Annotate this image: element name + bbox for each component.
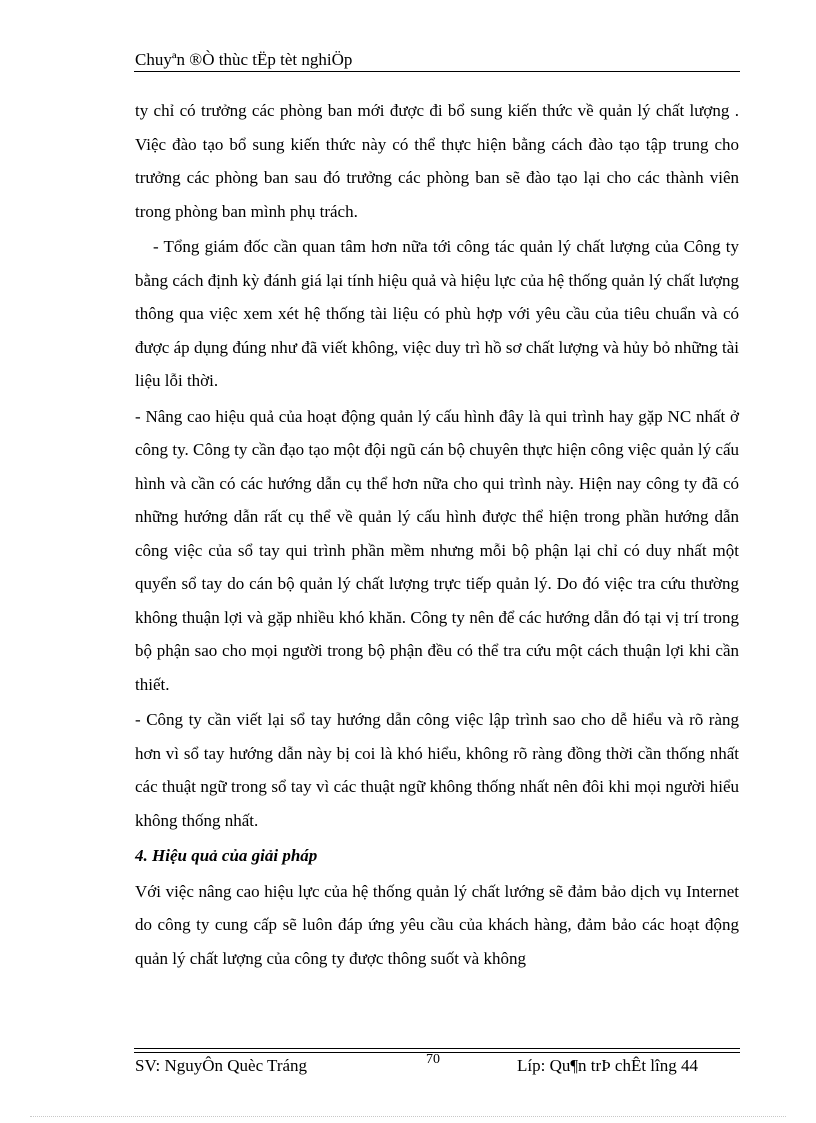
body-paragraph: - Nâng cao hiệu quả của hoạt động quản lý cấu hình đây là qui trình hay gặp NC nhất ở công ty. Công ty cần đạo tạo một đội ngũ cán bộ chuyên thực hiện công việc quản lý cấu hình và cần có các hướng dẫn cụ thể hơn nữa cho qui trình này. Hiện nay công ty đã có những hướng dẫn rất cụ thể về quản lý cấu hình được thể hiện trong phần hướng dẫn công việc của sổ tay qui trình phần mềm nhưng mỗi bộ phận lại chỉ có duy nhất một quyển sổ tay do cán bộ quản lý chất lượng trực tiếp quản lý. Do đó việc tra cứu thường không thuận lợi và gặp nhiều khó khăn. Công ty nên để các hướng dẫn đó tại vị trí trong bộ phận sao cho mọi người trong bộ phận đều có thể tra cứu một cách thuận lợi khi cần thiết. (135, 406, 739, 694)
body-paragraph: - Tổng giám đốc cần quan tâm hơn nữa tới công tác quản lý chất lượng của Công ty bằng cách định kỳ đánh giá lại tính hiệu quả và hiệu lực của hệ thống quản lý chất lượng thông qua việc xem xét hệ thống tài liệu có phù hợp với yêu cầu của tiêu chuẩn và có được áp dụng đúng như đã viết không, việc duy trì hồ sơ chất lượng và hủy bỏ những tài liệu lỗi thời. (135, 237, 739, 390)
body-paragraph: ty chỉ có trưởng các phòng ban mới được đi bổ sung kiến thức về quản lý chất lượng . Việc đào tạo bổ sung kiến thức này có thể thực hiện bằng cách đào tạo tập trung cho trưởng các phòng ban sau đó trưởng các phòng ban sẽ đào tạo lại cho các thành viên trong phòng ban mình phụ trách. (135, 101, 739, 221)
footer-class-label: Líp: Qu¶n trÞ chÊt lîng 44 (517, 1056, 698, 1075)
footer-student-name: SV: NguyÔn Quèc Tráng (135, 1056, 308, 1075)
footer-divider (134, 1048, 740, 1049)
document-body (135, 94, 739, 977)
body-paragraph: Với việc nâng cao hiệu lực của hệ thống quản lý chất lướng sẽ đảm bảo dịch vụ Internet do công ty cung cấp sẽ luôn đáp ứng yêu cầu của khách hàng, đảm bảo các hoạt động quản lý chất lượng của công ty được thông suốt và không (135, 881, 739, 968)
page-header-title: Chuyªn ®Ò thùc tËp tèt nghiÖp (135, 50, 353, 69)
header-divider (134, 71, 740, 72)
body-paragraph: - Công ty cần viết lại sổ tay hướng dẫn công việc lập trình sao cho dễ hiểu và rõ ràng hơn vì sổ tay hướng dẫn này bị coi là khó hiểu, không rõ ràng đồng thời cần thống nhất các thuật ngữ trong sổ tay vì các thuật ngữ không thống nhất nên đôi khi mọi người hiểu không thống nhất. (135, 710, 739, 830)
page-number: 70 (426, 1052, 440, 1067)
section-heading: 4. Hiệu quả của giải pháp (135, 846, 318, 865)
page-bottom-border (30, 1116, 786, 1117)
